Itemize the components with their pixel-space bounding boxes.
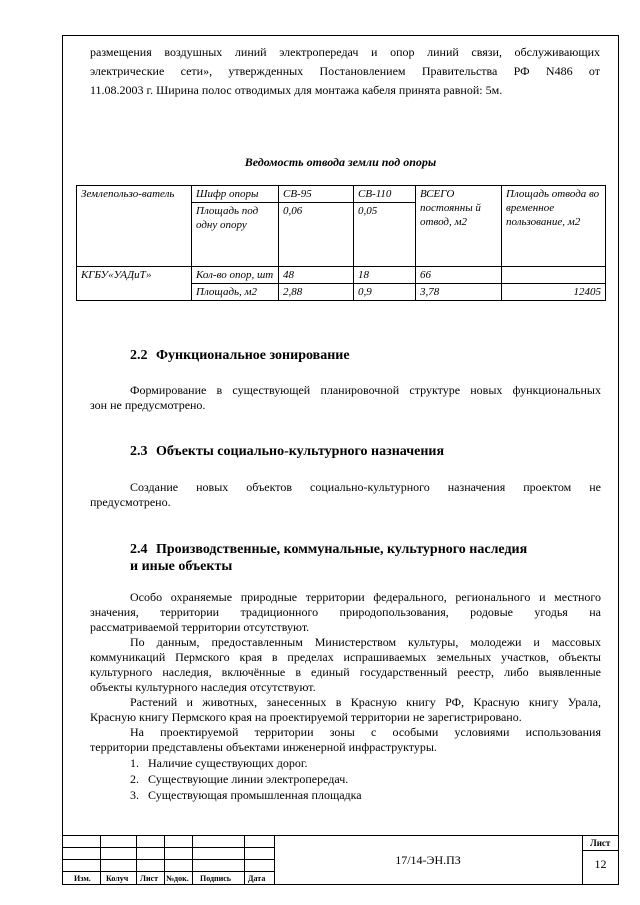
- stamp-line: [164, 835, 165, 885]
- list-text: Существующая промышленная площадка: [148, 788, 362, 802]
- stamp-line: [244, 835, 245, 885]
- stamp-line: [62, 859, 274, 860]
- section-2-3-text: [90, 480, 601, 510]
- stamp-label-izm: Изм.: [74, 874, 91, 883]
- sheet-label: Лист: [590, 838, 611, 848]
- text-line: значения, территории традиционного природопользования, родовые угодья на: [90, 605, 601, 619]
- section-heading-2-3: [130, 443, 444, 460]
- stamp-line: [136, 835, 137, 885]
- section-2-2-text: [90, 383, 601, 413]
- header-land-user: Землепользо-ватель: [77, 186, 192, 267]
- section-number: 2.3: [130, 444, 148, 459]
- intro-paragraph: [90, 43, 600, 100]
- stamp-label-koluch: Колуч: [106, 874, 129, 883]
- intro-line: электрические сети», утвержденных Постановлением Правительства РФ N486 от: [90, 64, 600, 78]
- stamp-line: [100, 835, 101, 885]
- intro-line: 11.08.2003 г. Ширина полос отводимых для монтажа кабеля принята равной: 5м.: [90, 83, 503, 97]
- header-temp: Площадь отвода во временное пользование, м2: [502, 186, 606, 267]
- row-area-per-label: Площадь под одну опору: [192, 203, 279, 267]
- sheet-number: 12: [594, 857, 607, 871]
- section-title-cont: и иные объекты: [130, 559, 233, 574]
- text-line: объекты культурного наследия отсутствуют.: [90, 680, 316, 694]
- list-item: [130, 771, 362, 787]
- list-number: 3.: [130, 788, 139, 802]
- title-block: [62, 835, 619, 885]
- header-sv110: СВ-110: [354, 186, 416, 203]
- text-line: Растений и животных, занесенных в Красную книгу РФ, Красную книгу Урала,: [130, 695, 601, 709]
- stamp-label-ndok: №док.: [166, 874, 189, 883]
- cell-count-sv95: 48: [279, 267, 354, 284]
- text-line: территории представлены объектами инженерной инфраструктуры.: [90, 740, 437, 754]
- cell-area-sv110: 0,05: [354, 203, 416, 267]
- cell-area-total-sv110: 0,9: [354, 284, 416, 301]
- stamp-line: [582, 850, 619, 851]
- cell-area-temp: 12405: [502, 284, 606, 301]
- cell-area-total-sv95: 2,88: [279, 284, 354, 301]
- table-row: [77, 267, 606, 284]
- text-line: коммуникаций Пермского края в пределах испрашиваемых земельных участков, объекты: [90, 650, 601, 664]
- text-line: культурного наследия, включённые в единый государственный реестр, либо выявленные: [90, 665, 601, 679]
- section-title: Производственные, коммунальные, культурного наследия: [156, 542, 528, 557]
- cell-count-total: 66: [416, 267, 502, 284]
- stamp-line: [192, 835, 193, 885]
- section-title: Объекты социально-культурного назначения: [156, 444, 445, 459]
- stamp-line: [62, 871, 274, 872]
- infrastructure-list: [130, 755, 362, 803]
- list-text: Наличие существующих дорог.: [148, 756, 308, 770]
- text-line: Создание новых объектов социально-культурного назначения проектом не: [130, 480, 601, 494]
- intro-line: размещения воздушных линий электропередач и опор линий связи, обслуживающих: [90, 45, 600, 59]
- header-sv95: СВ-95: [279, 186, 354, 203]
- list-number: 2.: [130, 772, 139, 786]
- stamp-line: [62, 835, 619, 836]
- list-item: [130, 755, 362, 771]
- section-2-4-text: [90, 590, 601, 755]
- row-area-label: Площадь, м2: [192, 284, 279, 301]
- table-row: [77, 186, 606, 203]
- cell-count-sv110: 18: [354, 267, 416, 284]
- cell-owner: КГБУ«УАДиТ»: [77, 267, 192, 301]
- section-number: 2.4: [130, 542, 148, 557]
- text-line: Красную книгу Пермского края на проектируемой территории не зарегистрировано.: [90, 710, 522, 724]
- land-allocation-table: [76, 185, 606, 301]
- section-heading-2-2: [130, 347, 350, 364]
- row-count-label: Кол-во опор, шт: [192, 267, 279, 284]
- text-line: Особо охраняемые природные территории федерального, регионального и местного: [130, 590, 601, 604]
- header-total: ВСЕГО постоянны й отвод, м2: [416, 186, 502, 267]
- section-number: 2.2: [130, 348, 148, 363]
- list-item: [130, 787, 362, 803]
- text-line: предусмотрено.: [90, 495, 171, 509]
- header-code: Шифр опоры: [192, 186, 279, 203]
- table-title: Ведомость отвода земли под опоры: [244, 155, 437, 169]
- cell-area-sv95: 0,06: [279, 203, 354, 267]
- cell-area-total-all: 3,78: [416, 284, 502, 301]
- text-line: По данным, предоставленным Министерством культуры, молодежи и массовых: [130, 635, 601, 649]
- stamp-label-list: Лист: [140, 874, 159, 883]
- document-code: 17/14-ЭН.ПЗ: [395, 853, 461, 867]
- cell-empty: [502, 267, 606, 284]
- list-text: Существующие линии электропередач.: [148, 772, 349, 786]
- text-line: На проектируемой территории зоны с особыми условиями использования: [130, 725, 601, 739]
- list-number: 1.: [130, 756, 139, 770]
- stamp-label-data: Дата: [248, 874, 266, 883]
- text-line: Формирование в существующей планировочной структуре новых функциональных: [130, 383, 601, 397]
- stamp-label-podpis: Подпись: [200, 874, 232, 883]
- stamp-line: [62, 847, 274, 848]
- text-line: рассматриваемой территории отсутствуют.: [90, 620, 310, 634]
- text-line: зон не предусмотрено.: [90, 398, 206, 412]
- section-title: Функциональное зонирование: [156, 348, 350, 363]
- section-heading-2-4: [130, 541, 527, 575]
